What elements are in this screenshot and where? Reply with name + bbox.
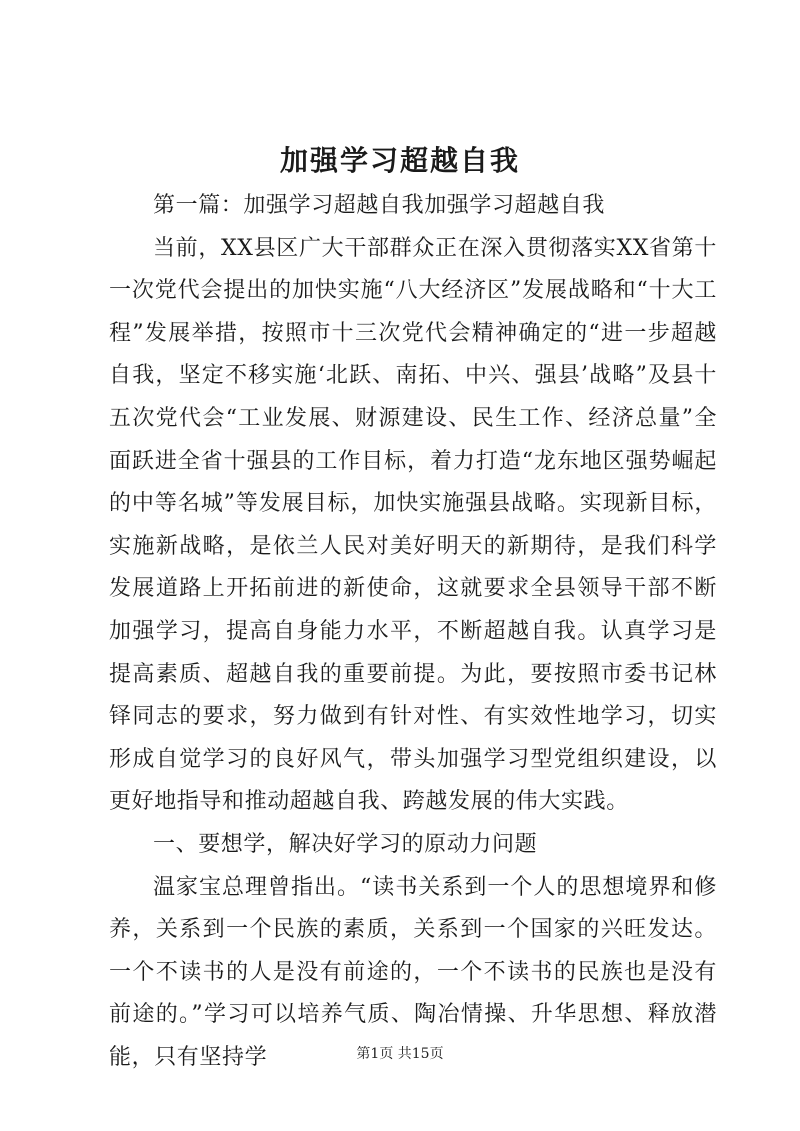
document-title: 加强学习超越自我 (279, 144, 520, 177)
subsection-heading: 一、要想学，解决好学习的原动力问题 (153, 831, 538, 857)
section-heading: 第一篇：加强学习超越自我加强学习超越自我 (153, 193, 606, 218)
body-paragraph: 温家宝总理曾指出。“读书关系到一个人的思想境界和修养，关系到一个民族的素质，关系到一个国家的兴旺发达。一个不读书的人是没有前途的，一个不读书的民族也是没有前途的。”学习可以培养气质、陶冶情操、升华思想、释放潜能，只有坚持学 (109, 874, 717, 1070)
body-paragraph: 当前，XX县区广大干部群众正在深入贯彻落实XX省第十一次党代会提出的加快实施“八大经济区”发展战略和“十大工程”发展举措，按照市十三次党代会精神确定的“进一步超越自我，坚定不移实施‘北跃、南拓、中兴、强县’战略”及县十五次党代会“工业发展、财源建设、民生工作、经济总量”全面跃进全省十强县的工作目标，着力打造“龙东地区强势崛起的中等名城”等发展目标，加快实施强县战略。实现新目标，实施新战略，是依兰人民对美好明天的新期待，是我们科学发展道路上开拓前进的新使命，这就要求全县领导干部不断加强学习，提高自身能力水平，不断超越自我。认真学习是提高素质、超越自我的重要前提。为此，要按照市委书记林铎同志的要求，努力做到有针对性、有实效性地学习，切实形成自觉学习的良好风气，带头加强学习型党组织建设，以更好地指导和推动超越自我、跨越发展的伟大实践。 (109, 235, 717, 815)
page-number-footer: 第1页 共15页 (356, 1046, 444, 1062)
document-body (109, 185, 717, 1079)
